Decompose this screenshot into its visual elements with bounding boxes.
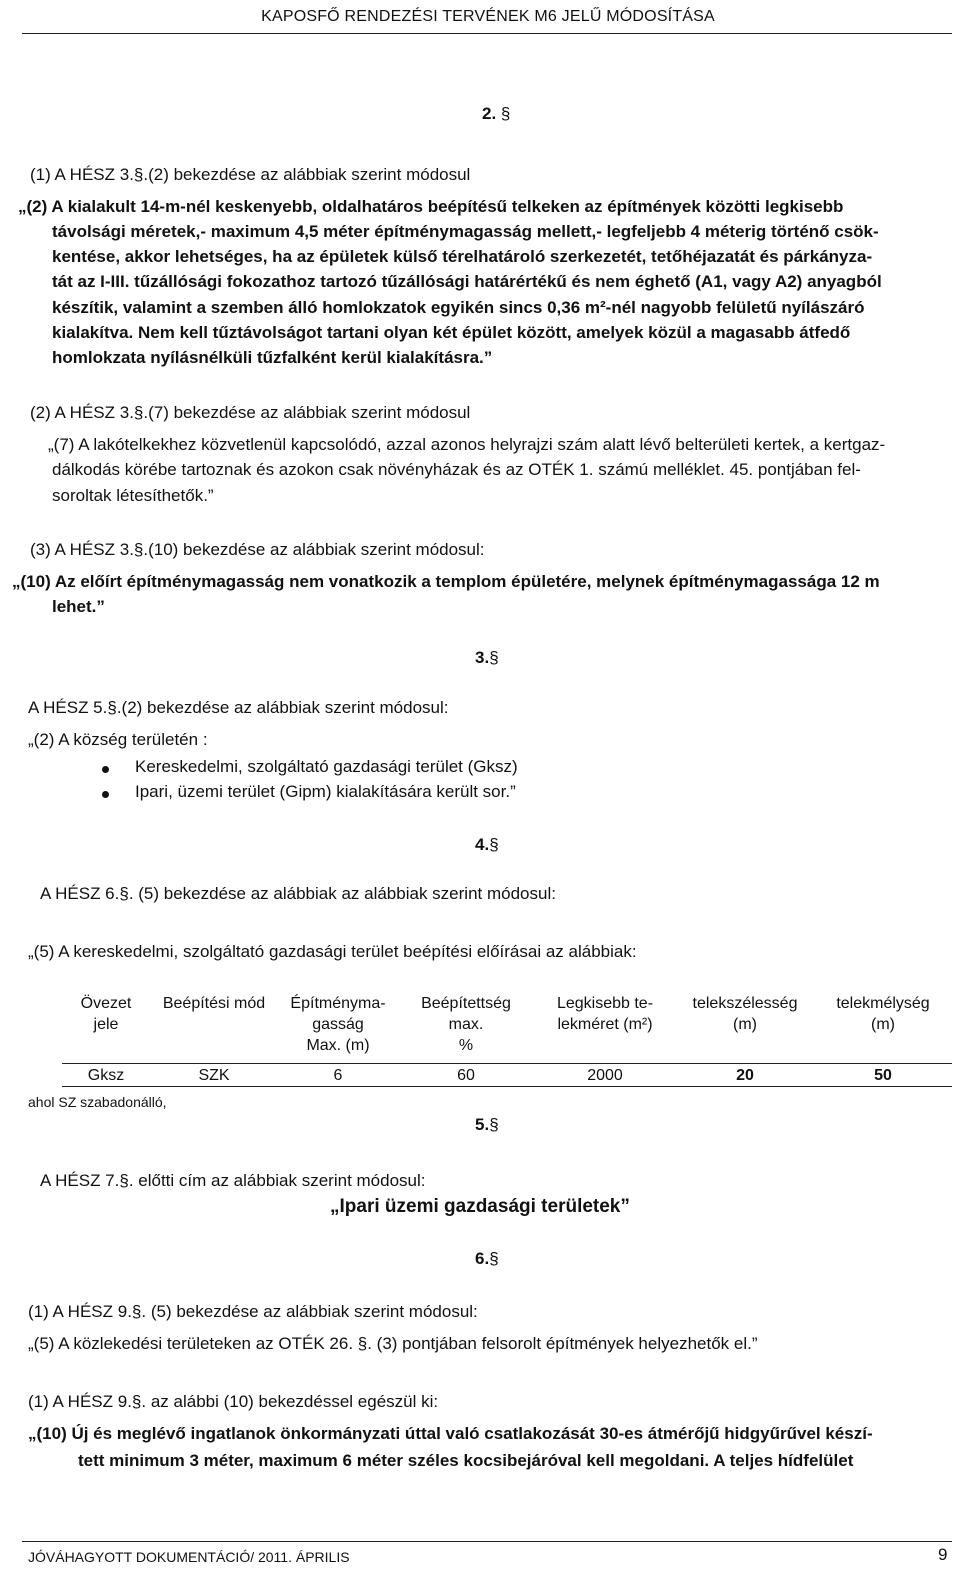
section-2-point-3-intro: (3) A HÉSZ 3.§.(10) bekezdése az alábbiak szerint módosul:: [30, 540, 485, 559]
table-row: [62, 1064, 952, 1087]
table-cell: 50: [814, 1064, 952, 1087]
table-header-cell: Beépítési mód: [162, 995, 266, 1012]
s2-para-line: készítik, valamint a szemben álló homlokzatok egyikén sincs 0,36 m²-nél nagyobb felületű nyílászáró: [52, 298, 865, 317]
s2-p2-line: dálkodás körébe tartoznak és azokon csak növényházak és az OTÉK 1. számú melléklet. 45. pontjában fel-: [52, 460, 861, 479]
s6-para-line: tett minimum 3 méter, maximum 6 méter széles kocsibejáróval kell megoldani. A teljes hídfelület: [78, 1451, 854, 1470]
section-heading-5: 5.§: [475, 1115, 499, 1134]
section-heading-3: 3.§: [475, 648, 499, 667]
section-4-lead: „(5) A kereskedelmi, szolgáltató gazdasági terület beépítési előírásai az alábbiak:: [28, 942, 637, 961]
s2-para-line: tát az I-III. tűzállósági fokozathoz tartozó tűzállósági határértékű és nem éghető (A1, vagy A2) anyagból: [52, 272, 882, 291]
s2-para-line: távolsági méretek,- maximum 4,5 méter építménymagasság mellett,- legfeljebb 4 méterig történő csök-: [52, 222, 879, 241]
section-3-lead: „(2) A község területén :: [28, 730, 208, 749]
s2-p2-line: soroltak létesíthetők.”: [52, 486, 214, 505]
table-header-row: [62, 993, 952, 1064]
section-heading-4: 4.§: [475, 835, 499, 854]
s2-p3-line: „(10) Az előírt építménymagasság nem vonatkozik a templom épületére, melynek építménymagassága 12 m: [12, 572, 880, 591]
table-header-cell: Legkisebb te- lekméret (m²): [556, 995, 654, 1033]
section-heading-2: 2. §: [482, 104, 511, 123]
s2-p3-line: lehet.”: [52, 597, 105, 616]
s2-para-line: „(2) A kialakult 14-m-nél keskenyebb, oldalhatáros beépítésű telkeken az építmények közötti legkisebb: [18, 197, 844, 216]
table-header-cell: Övezet jele: [80, 995, 132, 1033]
footer-rule: [22, 1541, 952, 1542]
page-header-title: KAPOSFŐ RENDEZÉSI TERVÉNEK M6 JELŰ MÓDOSÍTÁSA: [261, 8, 715, 25]
s2-para-line: kialakítva. Nem kell tűztávolságot tartani olyan két épület között, amelyek közül a magasabb átfedő: [52, 323, 851, 342]
section-heading-6: 6.§: [475, 1249, 499, 1268]
s2-p2-line: „(7) A lakótelkekhez közvetlenül kapcsolódó, azzal azonos helyrajzi szám alatt lévő belterületi kertek, a kertgaz-: [48, 435, 886, 454]
section-6-intro-2: (1) A HÉSZ 9.§. az alábbi (10) bekezdéssel egészül ki:: [28, 1392, 439, 1411]
bullet-dot: [102, 791, 109, 798]
bullet-dot: [102, 766, 109, 773]
s3-bullet-item: Ipari, üzemi terület (Gipm) kialakítására került sor.”: [135, 782, 516, 801]
table-cell: 60: [398, 1064, 534, 1087]
page-number: 9: [938, 1545, 948, 1564]
table-header-cell: telekmélység (m): [836, 995, 930, 1033]
section-3-intro: A HÉSZ 5.§.(2) bekezdése az alábbiak szerint módosul:: [28, 698, 449, 717]
section-5-intro: A HÉSZ 7.§. előtti cím az alábbiak szerint módosul:: [40, 1171, 426, 1190]
s3-bullet-item: Kereskedelmi, szolgáltató gazdasági terület (Gksz): [135, 757, 518, 776]
s2-para-line: kentése, akkor lehetséges, ha az épületek külső térelhatároló szerkezetét, tetőhéjazatát és párkányza-: [52, 247, 873, 266]
table-note: ahol SZ szabadonálló,: [28, 1094, 167, 1110]
table-header-cell: Beépítettség max. %: [421, 995, 511, 1054]
s6-para-line: „(10) Új és meglévő ingatlanok önkormányzati úttal való csatlakozását 30-es átmérőjű hidgyűrűvel készí-: [28, 1424, 873, 1443]
s2-para-line: homlokzata nyílásnélküli tűzfalként kerül kialakításra.”: [52, 348, 493, 367]
section-2-point-2-intro: (2) A HÉSZ 3.§.(7) bekezdése az alábbiak szerint módosul: [30, 403, 471, 422]
table-header-cell: telekszélesség (m): [692, 995, 798, 1033]
table-cell: Gksz: [62, 1064, 150, 1087]
table-cell: SZK: [150, 1064, 278, 1087]
table-cell: 20: [676, 1064, 814, 1087]
section-6-line-1: „(5) A közlekedési területeken az OTÉK 26. §. (3) pontjában felsorolt építmények helyezhetők el.”: [28, 1334, 758, 1353]
section-5-title: „Ipari üzemi gazdasági területek”: [330, 1196, 630, 1217]
footer-doc-label: JÓVÁHAGYOTT DOKUMENTÁCIÓ/ 2011. ÁPRILIS: [28, 1549, 350, 1565]
section-2-intro: (1) A HÉSZ 3.§.(2) bekezdése az alábbiak szerint módosul: [30, 165, 471, 184]
header-rule: [22, 33, 952, 34]
section-6-intro-1: (1) A HÉSZ 9.§. (5) bekezdése az alábbiak szerint módosul:: [28, 1302, 478, 1321]
table-cell: 6: [278, 1064, 398, 1087]
table-cell: 2000: [534, 1064, 676, 1087]
section-4-intro: A HÉSZ 6.§. (5) bekezdése az alábbiak az alábbiak szerint módosul:: [40, 884, 556, 903]
building-rules-table: [62, 993, 952, 1087]
table-header-cell: Építményma- gasság Max. (m): [290, 995, 386, 1054]
